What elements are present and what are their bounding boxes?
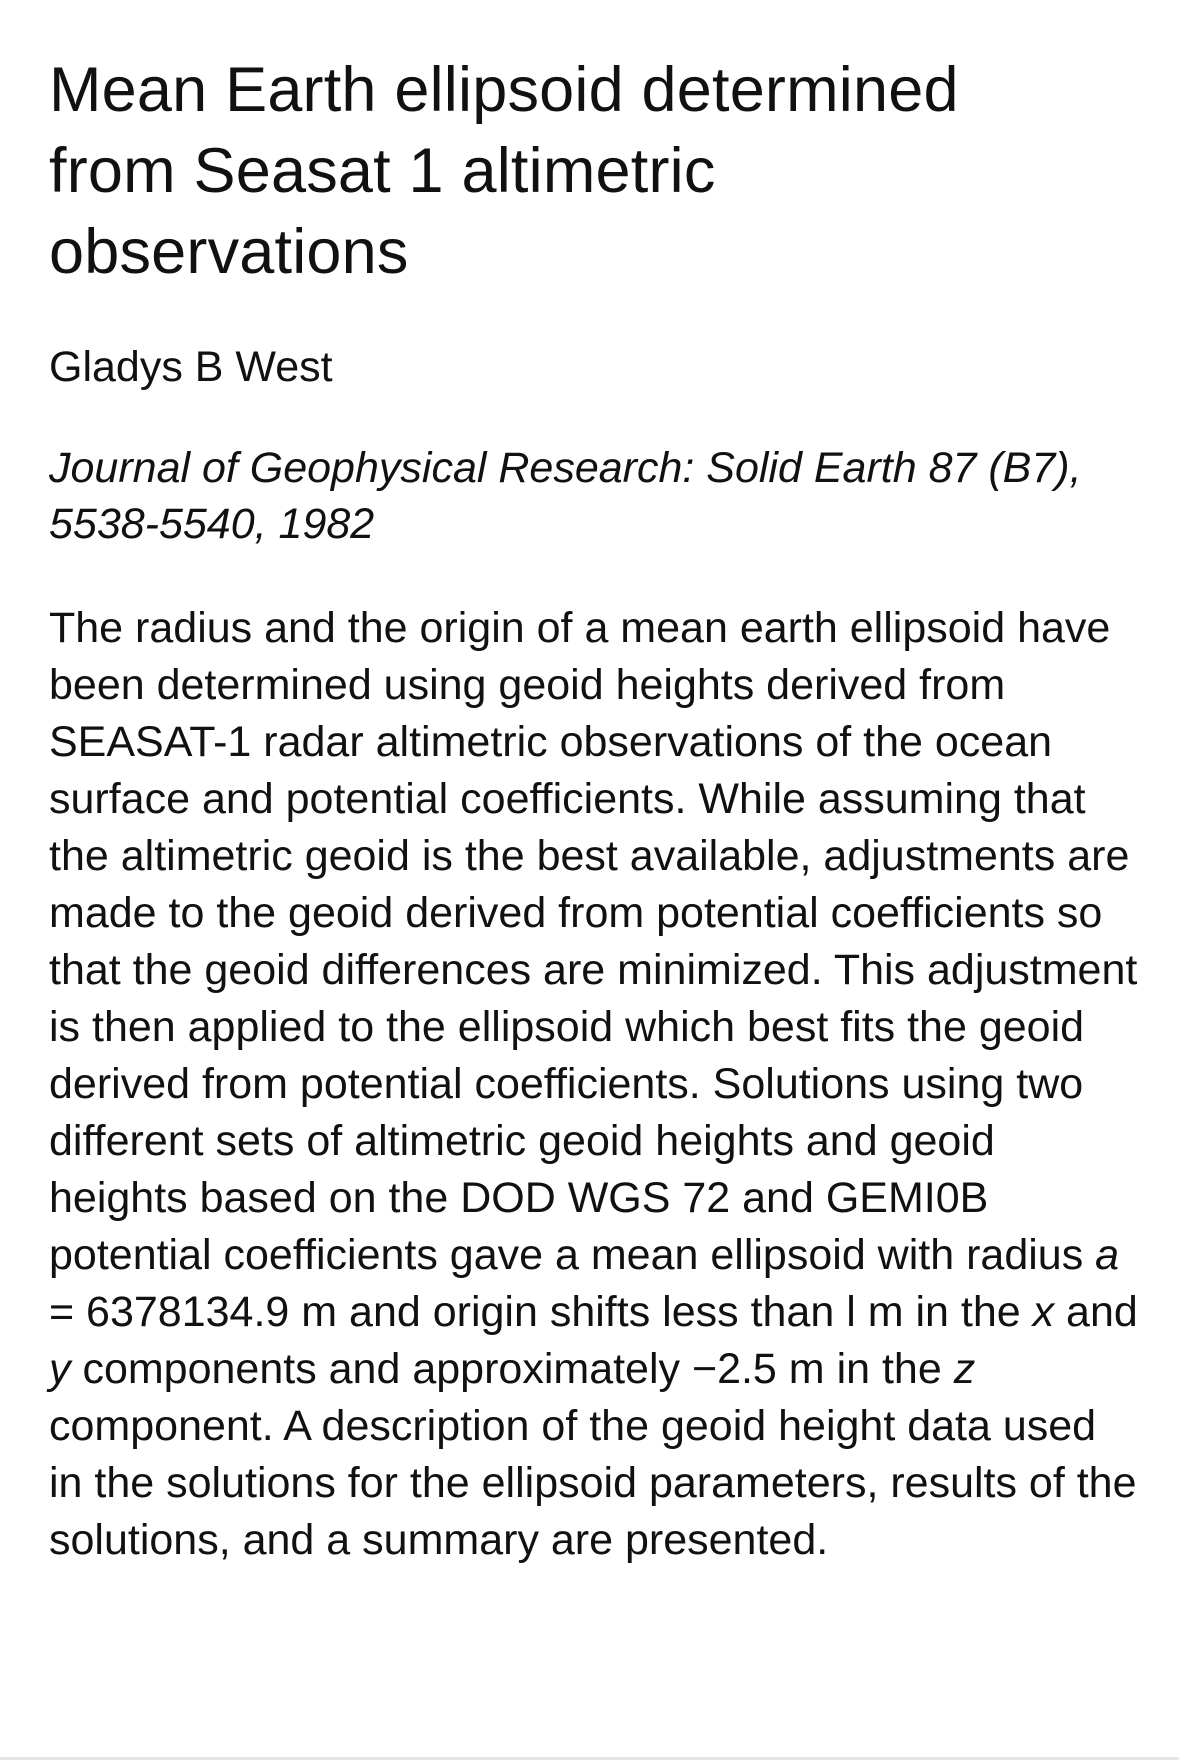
abstract-var-y: y [49, 1345, 71, 1393]
abstract-text-2: = 6378134.9 m and origin shifts less than l m in the [49, 1288, 1033, 1336]
abstract-var-z: z [953, 1345, 976, 1393]
abstract-text-5: component. A description of the geoid height data used in the solutions for the ellipsoid parameters, results of the solutions, and a summary are presented. [49, 1402, 1137, 1564]
abstract-var-x: x [1032, 1288, 1055, 1336]
article-abstract [49, 600, 1139, 1569]
abstract-var-a: a [1095, 1231, 1120, 1279]
article-authors: Gladys B West [49, 343, 333, 391]
abstract-text-1: The radius and the origin of a mean earth ellipsoid have been determined using geoid heights derived from SEASAT-1 radar altimetric observations of the ocean surface and potential coefficients. While assuming that the altimetric geoid is the best available, adjustments are made to the geoid derived from potential coefficients so that the geoid differences are minimized. This adjustment is then applied to the ellipsoid which best fits the geoid derived from potential coefficients. Solutions using two different sets of altimetric geoid heights and geoid heights based on the DOD WGS 72 and GEMI0B potential coefficients gave a mean ellipsoid with radius [49, 604, 1138, 1279]
article-title: Mean Earth ellipsoid determined from Seasat 1 altimetric observations [49, 55, 959, 287]
abstract-text-3: and [1054, 1288, 1138, 1336]
article-page [49, 50, 1139, 1569]
journal-citation: Journal of Geophysical Research: Solid Earth 87 (B7), 5538-5540, 1982 [49, 444, 1082, 548]
abstract-text-4: components and approximately −2.5 m in the [70, 1345, 954, 1393]
